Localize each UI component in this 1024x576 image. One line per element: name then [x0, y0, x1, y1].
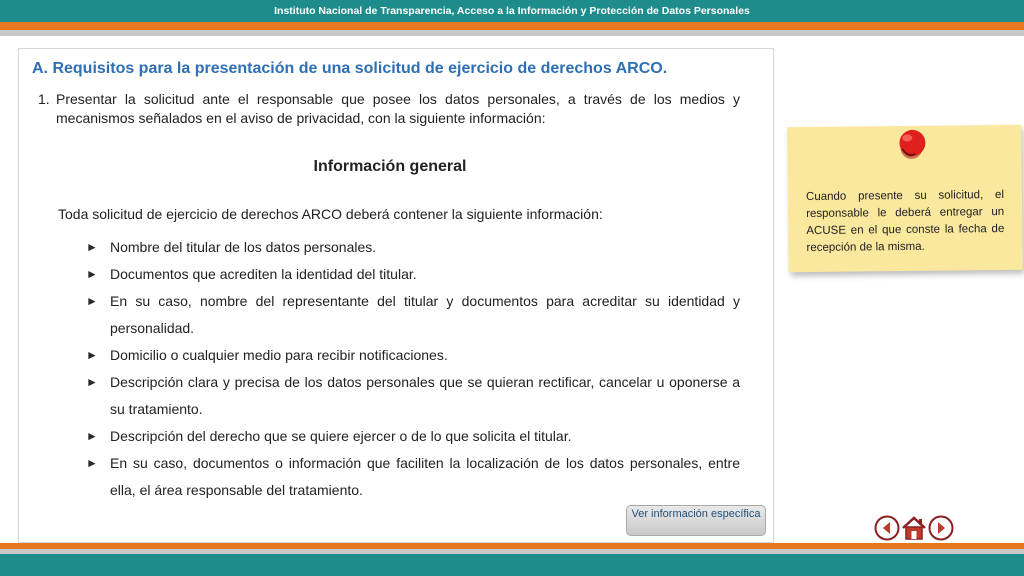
list-item — [86, 234, 740, 261]
intro-number: 1. — [38, 91, 50, 107]
list-item — [86, 450, 740, 504]
header-band — [0, 0, 1024, 22]
list-item — [86, 261, 740, 288]
sticky-note — [787, 125, 1023, 272]
arrow-left-icon[interactable] — [874, 515, 900, 541]
bullet-arrow-icon: ► — [86, 240, 98, 254]
list-item-text: Nombre del titular de los datos personales. — [110, 239, 377, 255]
list-item — [86, 342, 740, 369]
list-item — [86, 423, 740, 450]
bullet-arrow-icon: ► — [86, 456, 98, 470]
requirements-list — [86, 234, 740, 504]
bullet-arrow-icon: ► — [86, 348, 98, 362]
list-item-text: En su caso, nombre del representante del titular y documentos para acreditar su identidad y personalidad. — [110, 293, 740, 336]
institution-name: Instituto Nacional de Transparencia, Acceso a la Información y Protección de Datos Personales — [274, 5, 750, 17]
list-item-text: Descripción clara y precisa de los datos personales que se quieran rectificar, cancelar u oponerse a su tratamiento. — [110, 374, 740, 417]
list-item-text: Documentos que acrediten la identidad del titular. — [110, 266, 417, 282]
bullet-arrow-icon: ► — [86, 267, 98, 281]
header-gray-stripe — [0, 30, 1024, 36]
subheading: Información general — [313, 158, 467, 175]
list-item — [86, 288, 740, 342]
footer-band — [0, 554, 1024, 576]
bullet-arrow-icon: ► — [86, 375, 98, 389]
pushpin-icon — [893, 126, 933, 166]
arrow-right-icon[interactable] — [928, 515, 954, 541]
list-item-text: Descripción del derecho que se quiere ejercer o de lo que solicita el titular. — [110, 428, 572, 444]
header-orange-stripe — [0, 22, 1024, 30]
intro-paragraph — [38, 90, 740, 128]
bullet-arrow-icon: ► — [86, 429, 98, 443]
lead-paragraph: Toda solicitud de ejercicio de derechos ARCO deberá contener la siguiente información: — [58, 206, 603, 222]
list-item-text: Domicilio o cualquier medio para recibir notificaciones. — [110, 347, 448, 363]
list-item — [86, 369, 740, 423]
home-icon[interactable] — [900, 515, 928, 541]
section-title: A. Requisitos para la presentación de una solicitud de ejercicio de derechos ARCO. — [32, 60, 668, 77]
bullet-arrow-icon: ► — [86, 294, 98, 308]
intro-text: Presentar la solicitud ante el responsable que posee los datos personales, a través de los medios y mecanismos señalados en el aviso de privacidad, con la siguiente información: — [56, 91, 740, 126]
sticky-note-text: Cuando presente su solicitud, el responsable le deberá entregar un ACUSE en el que conste la fecha de recepción de la misma. — [805, 188, 1005, 255]
more-info-button[interactable]: Ver información específica — [626, 505, 766, 536]
list-item-text: En su caso, documentos o información que faciliten la localización de los datos personales, entre ella, el área responsable del tratamiento. — [110, 455, 740, 498]
